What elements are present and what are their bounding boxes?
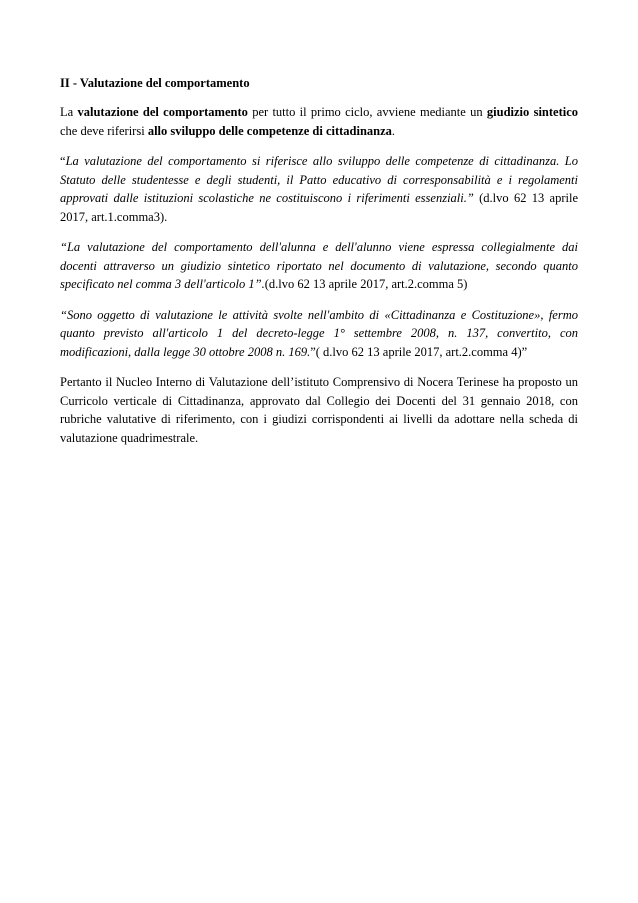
p3-quote-text: “La valutazione del comportamento dell'alunna e dell'alunno viene espressa collegialmente dai docenti attraverso un giudizio sintetico riportato nel documento di valutazione, secondo quanto specificato nel comma 3 dell'articolo 1”. bbox=[60, 240, 578, 291]
p4-quote-text: “Sono oggetto di valutazione le attività svolte nell'ambito di «Cittadinanza e Costituzione», fermo quanto previsto all'articolo 1 del decreto-legge 1° settembre 2008, n. 137, convertito, con modificazioni, dalla legge 30 ottobre 2008 n. 169. bbox=[60, 307, 578, 359]
p1-text-1: La bbox=[60, 105, 78, 119]
p2-quote-open: “ bbox=[60, 154, 66, 168]
p1-text-3: che deve riferirsi bbox=[60, 123, 148, 138]
p3-reference: (d.lvo 62 13 aprile 2017, art.2.comma 5) bbox=[264, 277, 468, 291]
p1-text-4: . bbox=[391, 123, 396, 138]
section-heading: II - Valutazione del comportamento bbox=[60, 76, 250, 90]
paragraph-intro bbox=[60, 103, 578, 140]
p1-text-2: per tutto il primo ciclo, avviene mediante un bbox=[247, 105, 487, 119]
paragraph-quote-2 bbox=[60, 238, 578, 294]
paragraph-conclusion: Pertanto il Nucleo Interno di Valutazione dell’istituto Comprensivo di Nocera Terinese ha proposto un Curricolo verticale di Cittadinanza, approvato dal Collegio dei Docenti del 31 gennaio 2018, con rubriche valutative di riferimento, con i giudizi corrispondenti ai livelli da adottare nella scheda di valutazione quadrimestrale. bbox=[60, 375, 578, 445]
p1-bold-1: valutazione del comportamento bbox=[77, 105, 248, 119]
p1-bold-2: giudizio sintetico bbox=[486, 105, 579, 119]
p2-reference: (d.lvo 62 13 aprile 2017, art.1.comma3). bbox=[60, 191, 579, 224]
paragraph-quote-3 bbox=[60, 306, 578, 362]
document-page bbox=[60, 74, 578, 459]
p2-quote-text: La valutazione del comportamento si riferisce allo sviluppo delle competenze di cittadinanza. Lo Statuto delle studentesse e degli studenti, il Patto educativo di corresponsabilità e i regolamenti approvati dalle istituzioni scolastiche ne costituiscono i riferimenti essenziali.” bbox=[60, 154, 578, 205]
paragraph-quote-1 bbox=[60, 152, 578, 226]
p1-bold-3: allo sviluppo delle competenze di cittadinanza bbox=[147, 123, 392, 138]
p4-reference: ”( d.lvo 62 13 aprile 2017, art.2.comma 4)” bbox=[310, 344, 528, 359]
